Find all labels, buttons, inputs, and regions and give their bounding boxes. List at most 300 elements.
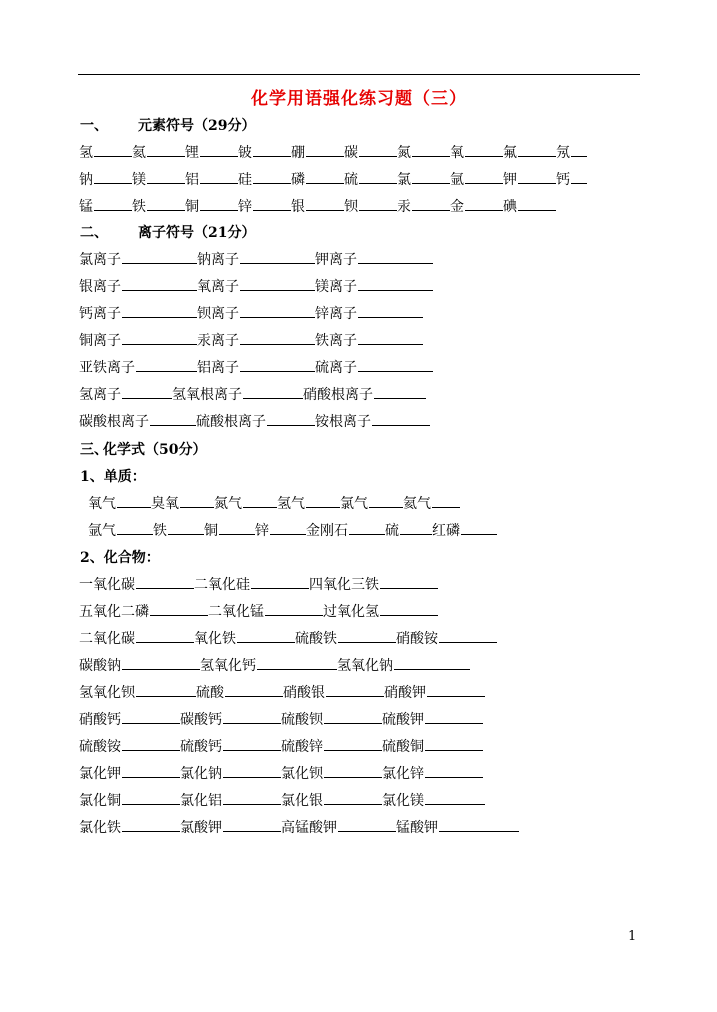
item-label: 碘	[503, 199, 517, 215]
simple-substance-row	[88, 520, 497, 540]
answer-blank[interactable]	[571, 142, 587, 157]
answer-blank[interactable]	[400, 520, 432, 535]
answer-blank[interactable]	[369, 493, 403, 508]
fill-item	[132, 142, 185, 162]
item-label: 氮	[397, 145, 411, 161]
answer-blank[interactable]	[240, 249, 315, 264]
ion-row	[79, 303, 423, 323]
item-label: 硫酸锌	[281, 739, 323, 755]
item-label: 氢氧化钙	[200, 658, 256, 674]
fill-item	[196, 682, 283, 702]
fill-item	[79, 709, 180, 729]
item-label: 硫酸钙	[180, 739, 222, 755]
item-label: 二氧化锰	[208, 604, 264, 620]
fill-item	[315, 330, 423, 350]
item-label: 氯化铝	[180, 793, 222, 809]
answer-blank[interactable]	[136, 574, 194, 589]
item-label: 铁	[153, 523, 167, 539]
answer-blank[interactable]	[243, 493, 277, 508]
item-label: 氧离子	[197, 279, 239, 295]
fill-item	[291, 142, 344, 162]
item-label: 钙	[556, 172, 570, 188]
header-rule	[78, 74, 640, 75]
item-label: 钾离子	[315, 252, 357, 268]
fill-item	[79, 790, 180, 810]
answer-blank[interactable]	[200, 196, 238, 211]
item-label: 铝离子	[197, 360, 239, 376]
answer-blank[interactable]	[324, 736, 382, 751]
answer-blank[interactable]	[147, 196, 185, 211]
section-heading-elements	[80, 115, 255, 135]
answer-blank[interactable]	[117, 493, 151, 508]
item-label: 汞	[397, 199, 411, 215]
item-label: 锌离子	[315, 306, 357, 322]
fill-item	[291, 169, 344, 189]
fill-item	[79, 196, 132, 216]
item-label: 氯化钡	[281, 766, 323, 782]
item-label: 臭氧	[151, 496, 179, 512]
item-label: 氯	[397, 172, 411, 188]
fill-item	[185, 142, 238, 162]
answer-blank[interactable]	[571, 169, 587, 184]
answer-blank[interactable]	[122, 276, 197, 291]
section-number: 三、	[80, 442, 108, 458]
fill-item	[277, 493, 340, 513]
answer-blank[interactable]	[122, 655, 200, 670]
item-label: 硫酸铁	[295, 631, 337, 647]
answer-blank[interactable]	[251, 574, 309, 589]
item-label: 钡	[344, 199, 358, 215]
item-label: 磷	[291, 172, 305, 188]
fill-item	[315, 249, 433, 269]
fill-item	[79, 763, 180, 783]
fill-item	[79, 303, 197, 323]
section-label: 元素符号（29分）	[138, 118, 256, 134]
fill-item	[283, 682, 384, 702]
answer-blank[interactable]	[425, 736, 483, 751]
answer-blank[interactable]	[359, 169, 397, 184]
compound-row	[79, 817, 519, 837]
answer-blank[interactable]	[122, 736, 180, 751]
item-label: 红磷	[432, 523, 460, 539]
answer-blank[interactable]	[253, 169, 291, 184]
answer-blank[interactable]	[374, 384, 426, 399]
answer-blank[interactable]	[380, 601, 438, 616]
section-number: 一、	[80, 118, 108, 134]
fill-item	[337, 655, 470, 675]
fill-item	[180, 709, 281, 729]
answer-blank[interactable]	[306, 196, 344, 211]
item-label: 锰酸钾	[396, 820, 438, 836]
ion-row	[79, 357, 433, 377]
answer-blank[interactable]	[465, 169, 503, 184]
fill-item	[79, 142, 132, 162]
item-label: 氯化锌	[382, 766, 424, 782]
item-label: 氦气	[403, 496, 431, 512]
item-label: 钠离子	[197, 252, 239, 268]
answer-blank[interactable]	[237, 628, 295, 643]
item-label: 铍	[238, 145, 252, 161]
simple-substance-row	[88, 493, 460, 513]
fill-item	[281, 817, 396, 837]
fill-item	[197, 357, 315, 377]
item-label: 过氧化氢	[323, 604, 379, 620]
fill-item	[194, 574, 309, 594]
answer-blank[interactable]	[240, 330, 315, 345]
compound-row	[79, 628, 497, 648]
sub-heading-simple: 1、单质：	[80, 469, 146, 485]
fill-item	[450, 169, 503, 189]
section-heading-ions	[80, 222, 255, 242]
answer-blank[interactable]	[94, 196, 132, 211]
answer-blank[interactable]	[223, 790, 281, 805]
answer-blank[interactable]	[380, 574, 438, 589]
answer-blank[interactable]	[270, 520, 306, 535]
answer-blank[interactable]	[461, 520, 497, 535]
item-label: 氩气	[88, 523, 116, 539]
answer-blank[interactable]	[412, 142, 450, 157]
item-label: 硫酸钡	[281, 712, 323, 728]
item-label: 铜离子	[79, 333, 121, 349]
item-label: 锰	[79, 199, 93, 215]
answer-blank[interactable]	[465, 142, 503, 157]
item-label: 镁离子	[315, 279, 357, 295]
answer-blank[interactable]	[150, 601, 208, 616]
answer-blank[interactable]	[425, 709, 483, 724]
fill-item	[132, 169, 185, 189]
item-label: 亚铁离子	[79, 360, 135, 376]
item-label: 氮气	[214, 496, 242, 512]
answer-blank[interactable]	[200, 169, 238, 184]
item-label: 硝酸铵	[396, 631, 438, 647]
fill-item	[382, 709, 483, 729]
fill-item	[397, 142, 450, 162]
fill-item	[88, 520, 153, 540]
answer-blank[interactable]	[150, 411, 196, 426]
answer-blank[interactable]	[427, 682, 485, 697]
fill-item	[172, 384, 303, 404]
item-label: 铜	[204, 523, 218, 539]
fill-item	[397, 196, 450, 216]
answer-blank[interactable]	[359, 142, 397, 157]
item-label: 硫酸铵	[79, 739, 121, 755]
answer-blank[interactable]	[394, 655, 470, 670]
answer-blank[interactable]	[223, 709, 281, 724]
answer-blank[interactable]	[117, 520, 153, 535]
item-label: 硼	[291, 145, 305, 161]
answer-blank[interactable]	[223, 817, 281, 832]
item-label: 硝酸钙	[79, 712, 121, 728]
answer-blank[interactable]	[122, 249, 197, 264]
answer-blank[interactable]	[358, 276, 433, 291]
fill-item	[382, 763, 483, 783]
answer-blank[interactable]	[358, 303, 423, 318]
item-label: 氦	[132, 145, 146, 161]
section-heading-formulas	[80, 439, 206, 459]
fill-item	[180, 763, 281, 783]
section-label: 离子符号（21分）	[138, 225, 256, 241]
answer-blank[interactable]	[412, 196, 450, 211]
item-label: 氯酸钾	[180, 820, 222, 836]
answer-blank[interactable]	[225, 682, 283, 697]
answer-blank[interactable]	[147, 142, 185, 157]
item-label: 铁	[132, 199, 146, 215]
item-label: 钙离子	[79, 306, 121, 322]
item-label: 氢氧化钠	[337, 658, 393, 674]
answer-blank[interactable]	[200, 142, 238, 157]
item-label: 铵根离子	[315, 414, 371, 430]
fill-item	[503, 196, 556, 216]
fill-item	[238, 196, 291, 216]
answer-blank[interactable]	[412, 169, 450, 184]
answer-blank[interactable]	[122, 790, 180, 805]
item-label: 银离子	[79, 279, 121, 295]
element-row	[79, 169, 587, 189]
answer-blank[interactable]	[180, 493, 214, 508]
answer-blank[interactable]	[359, 196, 397, 211]
item-label: 硫酸钾	[382, 712, 424, 728]
fill-item	[196, 411, 315, 431]
answer-blank[interactable]	[267, 411, 315, 426]
fill-item	[344, 169, 397, 189]
fill-item	[79, 574, 194, 594]
answer-blank[interactable]	[518, 142, 556, 157]
item-label: 硫	[385, 523, 399, 539]
item-label: 氯化铁	[79, 820, 121, 836]
item-label: 锌	[255, 523, 269, 539]
item-label: 铝	[185, 172, 199, 188]
fill-item	[503, 142, 556, 162]
answer-blank[interactable]	[223, 736, 281, 751]
item-label: 氯化银	[281, 793, 323, 809]
item-label: 硅	[238, 172, 252, 188]
item-label: 汞离子	[197, 333, 239, 349]
answer-blank[interactable]	[136, 357, 197, 372]
fill-item	[450, 196, 503, 216]
fill-item	[281, 763, 382, 783]
page-title: 化学用语强化练习题（三）	[251, 89, 467, 109]
item-label: 银	[291, 199, 305, 215]
answer-blank[interactable]	[147, 169, 185, 184]
answer-blank[interactable]	[257, 655, 337, 670]
answer-blank[interactable]	[219, 520, 255, 535]
fill-item	[180, 736, 281, 756]
answer-blank[interactable]	[122, 817, 180, 832]
answer-blank[interactable]	[439, 628, 497, 643]
fill-item	[344, 196, 397, 216]
answer-blank[interactable]	[432, 493, 460, 508]
answer-blank[interactable]	[94, 169, 132, 184]
fill-item	[382, 736, 483, 756]
item-label: 硫	[344, 172, 358, 188]
item-label: 锌	[238, 199, 252, 215]
fill-item	[153, 520, 204, 540]
item-label: 锂	[185, 145, 199, 161]
item-label: 硫酸根离子	[196, 414, 266, 430]
fill-item	[556, 142, 587, 162]
fill-item	[403, 493, 460, 513]
answer-blank[interactable]	[122, 330, 197, 345]
answer-blank[interactable]	[326, 682, 384, 697]
fill-item	[185, 196, 238, 216]
fill-item	[204, 520, 255, 540]
ion-row	[79, 276, 433, 296]
answer-blank[interactable]	[168, 520, 204, 535]
answer-blank[interactable]	[122, 709, 180, 724]
answer-blank[interactable]	[358, 330, 423, 345]
answer-blank[interactable]	[306, 142, 344, 157]
compound-row	[79, 763, 483, 783]
answer-blank[interactable]	[240, 303, 315, 318]
fill-item	[79, 276, 197, 296]
answer-blank[interactable]	[240, 276, 315, 291]
fill-item	[382, 790, 485, 810]
answer-blank[interactable]	[324, 790, 382, 805]
item-label: 氩	[450, 172, 464, 188]
ion-row	[79, 384, 426, 404]
fill-item	[255, 520, 306, 540]
item-label: 碳	[344, 145, 358, 161]
item-label: 氢离子	[79, 387, 121, 403]
fill-item	[88, 493, 151, 513]
fill-item	[197, 303, 315, 323]
fill-item	[79, 411, 196, 431]
answer-blank[interactable]	[324, 763, 382, 778]
item-label: 氯化钠	[180, 766, 222, 782]
fill-item	[79, 628, 194, 648]
answer-blank[interactable]	[518, 169, 556, 184]
fill-item	[295, 628, 396, 648]
answer-blank[interactable]	[253, 142, 291, 157]
fill-item	[432, 520, 497, 540]
fill-item	[281, 790, 382, 810]
item-label: 硫酸	[196, 685, 224, 701]
sub-heading-compounds: 2、化合物：	[80, 550, 160, 566]
fill-item	[180, 817, 281, 837]
answer-blank[interactable]	[136, 682, 196, 697]
fill-item	[79, 330, 197, 350]
answer-blank[interactable]	[240, 357, 315, 372]
answer-blank[interactable]	[358, 357, 433, 372]
item-label: 硫离子	[315, 360, 357, 376]
item-label: 氧	[450, 145, 464, 161]
answer-blank[interactable]	[223, 763, 281, 778]
item-label: 氯离子	[79, 252, 121, 268]
item-label: 碳酸根离子	[79, 414, 149, 430]
answer-blank[interactable]	[349, 520, 385, 535]
answer-blank[interactable]	[243, 384, 303, 399]
fill-item	[281, 736, 382, 756]
answer-blank[interactable]	[306, 169, 344, 184]
fill-item	[384, 682, 485, 702]
fill-item	[180, 790, 281, 810]
fill-item	[79, 169, 132, 189]
answer-blank[interactable]	[358, 249, 433, 264]
fill-item	[185, 169, 238, 189]
item-label: 氧气	[88, 496, 116, 512]
item-label: 碳酸钠	[79, 658, 121, 674]
answer-blank[interactable]	[265, 601, 323, 616]
item-label: 氯化铜	[79, 793, 121, 809]
item-label: 硝酸根离子	[303, 387, 373, 403]
item-label: 高锰酸钾	[281, 820, 337, 836]
answer-blank[interactable]	[122, 384, 172, 399]
item-label: 铜	[185, 199, 199, 215]
fill-item	[556, 169, 587, 189]
answer-blank[interactable]	[338, 628, 396, 643]
item-label: 氯气	[340, 496, 368, 512]
item-label: 硝酸银	[283, 685, 325, 701]
fill-item	[396, 817, 519, 837]
answer-blank[interactable]	[306, 493, 340, 508]
answer-blank[interactable]	[518, 196, 556, 211]
fill-item	[315, 303, 423, 323]
item-label: 二氧化碳	[79, 631, 135, 647]
fill-item	[306, 520, 385, 540]
section-number: 二、	[80, 225, 108, 241]
fill-item	[323, 601, 438, 621]
fill-item	[197, 249, 315, 269]
fill-item	[315, 276, 433, 296]
fill-item	[151, 493, 214, 513]
ion-row	[79, 330, 423, 350]
fill-item	[79, 249, 197, 269]
fill-item	[194, 628, 295, 648]
fill-item	[238, 142, 291, 162]
answer-blank[interactable]	[253, 196, 291, 211]
fill-item	[397, 169, 450, 189]
answer-blank[interactable]	[324, 709, 382, 724]
answer-blank[interactable]	[122, 763, 180, 778]
element-row	[79, 142, 587, 162]
fill-item	[340, 493, 403, 513]
fill-item	[79, 357, 197, 377]
answer-blank[interactable]	[338, 817, 396, 832]
fill-item	[208, 601, 323, 621]
fill-item	[315, 357, 433, 377]
answer-blank[interactable]	[94, 142, 132, 157]
compound-row	[79, 682, 485, 702]
answer-blank[interactable]	[122, 303, 197, 318]
item-label: 钠	[79, 172, 93, 188]
answer-blank[interactable]	[425, 763, 483, 778]
compound-row	[79, 601, 438, 621]
ion-row	[79, 249, 433, 269]
fill-item	[309, 574, 438, 594]
item-label: 碳酸钙	[180, 712, 222, 728]
fill-item	[281, 709, 382, 729]
item-label: 氢	[79, 145, 93, 161]
answer-blank[interactable]	[439, 817, 519, 832]
answer-blank[interactable]	[136, 628, 194, 643]
fill-item	[315, 411, 430, 431]
fill-item	[79, 384, 172, 404]
answer-blank[interactable]	[465, 196, 503, 211]
answer-blank[interactable]	[372, 411, 430, 426]
compound-row	[79, 709, 483, 729]
item-label: 硝酸钾	[384, 685, 426, 701]
item-label: 氢气	[277, 496, 305, 512]
item-label: 钡离子	[197, 306, 239, 322]
fill-item	[344, 142, 397, 162]
fill-item	[385, 520, 432, 540]
fill-item	[197, 276, 315, 296]
fill-item	[450, 142, 503, 162]
fill-item	[200, 655, 337, 675]
answer-blank[interactable]	[425, 790, 485, 805]
item-label: 氖	[556, 145, 570, 161]
item-label: 一氧化碳	[79, 577, 135, 593]
